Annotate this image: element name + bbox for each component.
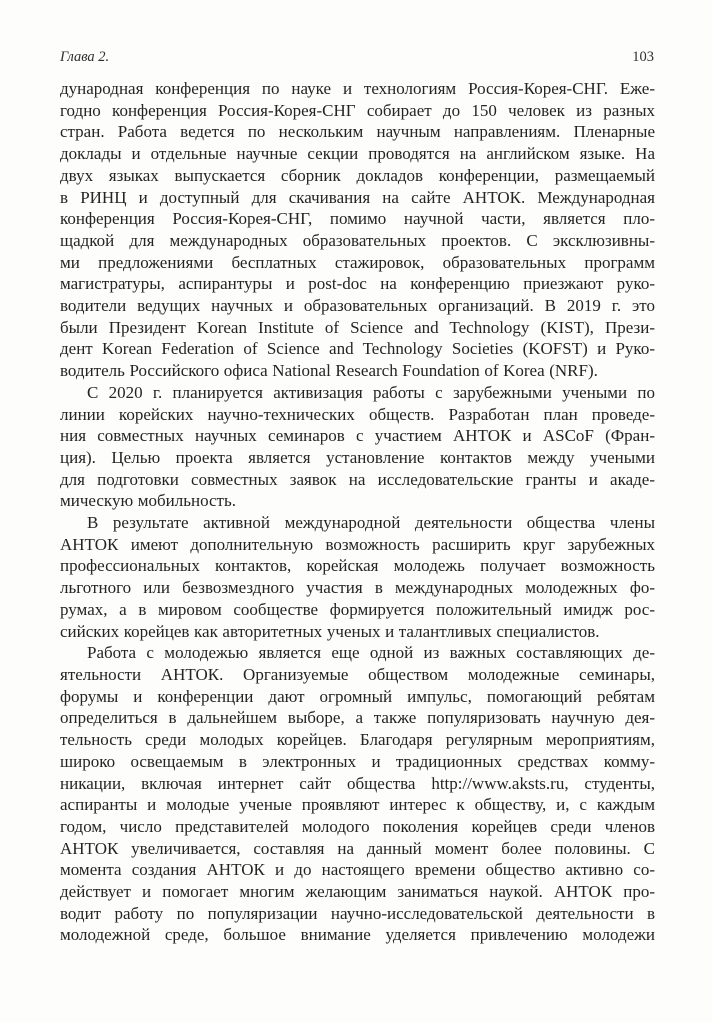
text-line: льготного или безвозмездного участия в международных молодежных фо- — [60, 578, 655, 598]
text-line: румах, а в мировом сообществе формируется положительный имидж рос- — [60, 599, 655, 619]
text-line: действует и помогает многим желающим заниматься наукой. АНТОК про- — [60, 882, 655, 902]
text-line: молодежной среде, большое внимание уделяется привлечению молодежи — [60, 925, 655, 945]
text-line: сийских корейцев как авторитетных ученых и талантливых специалистов. — [60, 621, 600, 641]
text-line: годно конференция Россия-Корея-СНГ собирает до 150 человек из разных — [60, 100, 655, 120]
text-line: двух языках выпускается сборник докладов конференции, размещаемый — [60, 165, 655, 185]
text-line: щадкой для международных образовательных проектов. С эксклюзивны- — [60, 230, 655, 250]
text-line: профессиональных контактов, корейская молодежь получает возможность — [60, 556, 655, 576]
text-line: аспиранты и молодые ученые проявляют интерес к обществу, и, с каждым — [60, 795, 655, 815]
page-number: 103 — [632, 49, 654, 65]
text-line: ция). Целью проекта является установление контактов между учеными — [60, 447, 655, 467]
text-line: широко освещаемым в электронных и традиционных средствах комму- — [60, 751, 655, 771]
text-line: линии корейских научно-технических обществ. Разработан план проведе- — [60, 404, 655, 424]
paragraph — [60, 642, 655, 946]
text-line: дент Korean Federation of Science and Technology Societies (KOFST) и Руко- — [60, 339, 655, 359]
text-line: доклады и отдельные научные секции проводятся на английском языке. На — [60, 144, 655, 164]
text-line: форумы и конференции дают огромный импульс, помогающий ребятам — [60, 686, 655, 706]
paragraph — [60, 512, 655, 642]
running-head — [60, 49, 654, 65]
text-line: годом, число представителей молодого поколения корейцев среди членов — [60, 816, 655, 836]
text-line: АНТОК имеют дополнительную возможность расширить круг зарубежных — [60, 534, 655, 554]
text-line: водит работу по популяризации научно-исследовательской деятельности в — [60, 903, 655, 923]
text-line: тельность среди молодых корейцев. Благодаря регулярным мероприятиям, — [60, 730, 655, 750]
text-line: определиться в дальнейшем выборе, а также популяризовать научную дея- — [60, 708, 655, 728]
page-body — [60, 78, 655, 946]
text-line: конференция Россия-Корея-СНГ, помимо научной части, является пло- — [60, 209, 655, 229]
text-line: никации, включая интернет сайт общества http://www.aksts.ru, студенты, — [60, 773, 655, 793]
text-line: Работа с молодежью является еще одной из важных составляющих де- — [87, 643, 655, 663]
text-line: ми предложениями бесплатных стажировок, образовательных программ — [60, 252, 655, 272]
text-line: мическую мобильность. — [60, 491, 236, 511]
paragraph — [60, 382, 655, 512]
text-line: АНТОК увеличивается, составляя на данный момент более половины. С — [60, 838, 655, 858]
text-line: ния совместных научных семинаров с участием АНТОК и ASCoF (Фран- — [60, 426, 655, 446]
text-line: водитель Российского офиса National Research Foundation of Korea (NRF). — [60, 361, 598, 381]
text-line: водители ведущих научных и образовательных организаций. В 2019 г. это — [60, 296, 655, 316]
text-line: момента создания АНТОК и до настоящего времени общество активно со- — [60, 860, 655, 880]
paragraph — [60, 78, 655, 382]
text-line: ятельности АНТОК. Организуемые обществом молодежные семинары, — [60, 664, 655, 684]
text-line: дународная конференция по науке и технологиям Россия-Корея-СНГ. Еже- — [60, 79, 655, 98]
text-line: были Президент Korean Institute of Science and Technology (KIST), Прези- — [60, 317, 655, 337]
text-line: С 2020 г. планируется активизация работы с зарубежными учеными по — [87, 382, 655, 402]
text-line: магистратуры, аспирантуры и post-doc на конференцию приезжают руко- — [60, 274, 655, 294]
text-line: в РИНЦ и доступный для скачивания на сайте АНТОК. Международная — [60, 187, 655, 207]
text-line: В результате активной международной деятельности общества члены — [87, 513, 655, 533]
text-line: стран. Работа ведется по нескольким научным направлениям. Пленарные — [60, 122, 655, 142]
text-line: для подготовки совместных заявок на исследовательские гранты и акаде- — [60, 469, 655, 489]
running-head-chapter: Глава 2. — [60, 49, 110, 65]
